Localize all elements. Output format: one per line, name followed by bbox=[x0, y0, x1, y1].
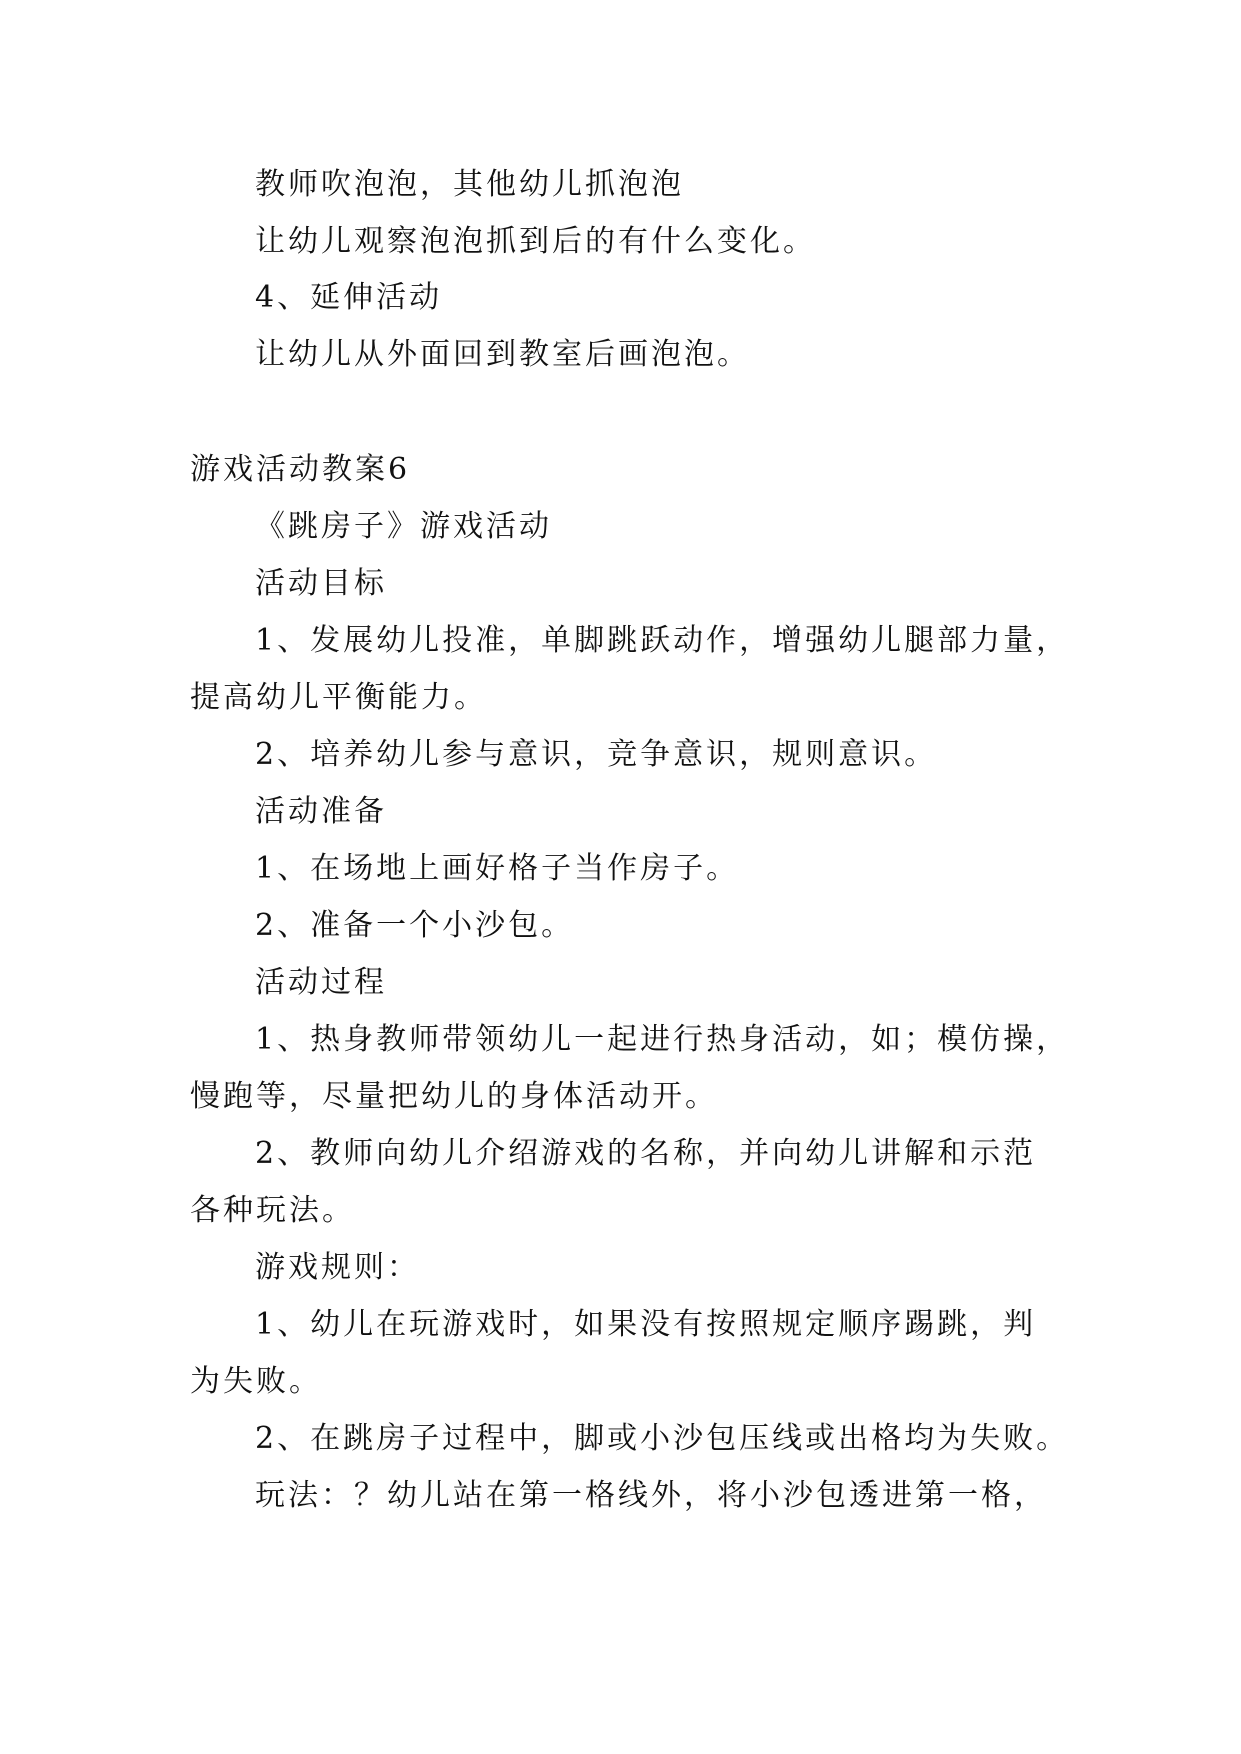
section-heading: 活动准备 bbox=[255, 794, 387, 829]
paragraph-line: 让幼儿观察泡泡抓到后的有什么变化。 bbox=[255, 224, 816, 259]
paragraph-line: 2、在跳房子过程中，脚或小沙包压线或出格均为失败。 bbox=[255, 1421, 1070, 1456]
paragraph-line: 2、培养幼儿参与意识，竞争意识，规则意识。 bbox=[255, 737, 938, 772]
section-heading: 游戏规则： bbox=[255, 1250, 420, 1285]
paragraph-line: 1、热身教师带领幼儿一起进行热身活动，如；模仿操， bbox=[255, 1022, 1070, 1057]
paragraph-line: 1、在场地上画好格子当作房子。 bbox=[255, 851, 740, 886]
paragraph-line: 各种玩法。 bbox=[190, 1193, 355, 1228]
paragraph-line: 1、发展幼儿投准，单脚跳跃动作，增强幼儿腿部力量， bbox=[255, 623, 1070, 658]
document-title: 游戏活动教案6 bbox=[190, 452, 411, 487]
activity-name: 《跳房子》游戏活动 bbox=[255, 509, 552, 544]
paragraph-line: 2、教师向幼儿介绍游戏的名称，并向幼儿讲解和示范 bbox=[255, 1136, 1037, 1171]
paragraph-line: 让幼儿从外面回到教室后画泡泡。 bbox=[255, 337, 750, 372]
paragraph-line: 2、准备一个小沙包。 bbox=[255, 908, 575, 943]
paragraph-line: 为失败。 bbox=[190, 1364, 322, 1399]
section-heading: 活动目标 bbox=[255, 566, 387, 601]
paragraph-line: 玩法：？幼儿站在第一格线外，将小沙包透进第一格， bbox=[255, 1478, 1047, 1513]
paragraph-line: 提高幼儿平衡能力。 bbox=[190, 680, 487, 715]
section-heading: 4、延伸活动 bbox=[255, 280, 443, 315]
paragraph-line: 教师吹泡泡，其他幼儿抓泡泡 bbox=[255, 167, 684, 202]
paragraph-line: 1、幼儿在玩游戏时，如果没有按照规定顺序踢跳，判 bbox=[255, 1307, 1037, 1342]
section-heading: 活动过程 bbox=[255, 965, 387, 1000]
paragraph-line: 慢跑等，尽量把幼儿的身体活动开。 bbox=[190, 1079, 718, 1114]
